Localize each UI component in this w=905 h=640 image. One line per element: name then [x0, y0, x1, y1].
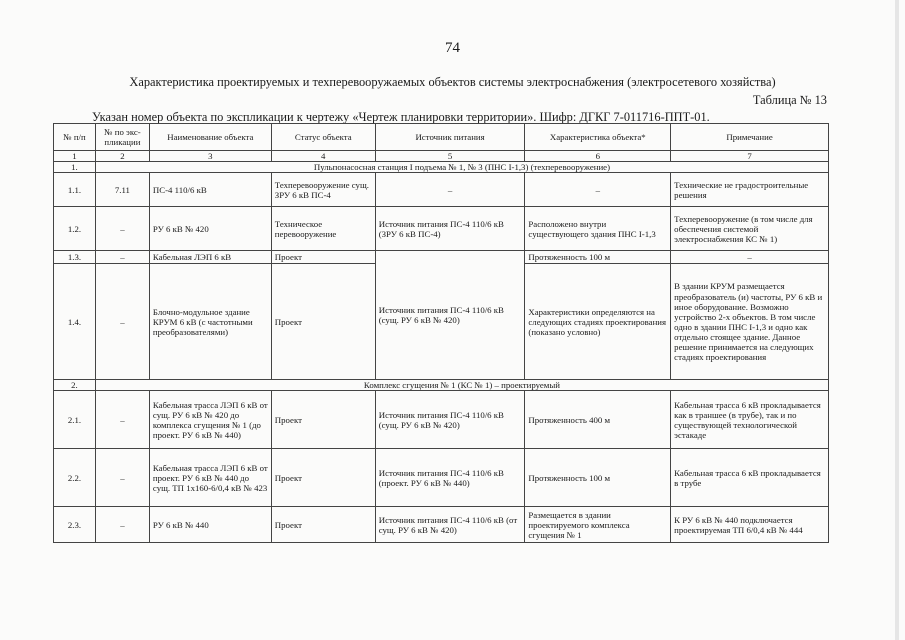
row-object-name: РУ 6 кВ № 420 — [149, 207, 271, 251]
page-edge-shadow — [895, 0, 899, 640]
col-number: 4 — [271, 151, 375, 162]
section-row — [54, 162, 829, 173]
row-number: 2.3. — [54, 507, 96, 543]
row-status: Проект — [271, 449, 375, 507]
row-source-shared: Источник питания ПС-4 110/6 кВ (сущ. РУ 6 кВ № 420) — [375, 251, 525, 380]
row-explication: – — [95, 264, 149, 380]
row-explication: – — [95, 391, 149, 449]
col-number: 6 — [525, 151, 671, 162]
col-header-characteristics: Характеристика объекта* — [525, 124, 671, 151]
row-note: К РУ 6 кВ № 440 подключается проектируемая ТП 6/0,4 кВ № 444 — [671, 507, 829, 543]
row-note: Кабельная трасса 6 кВ прокладывается в трубе — [671, 449, 829, 507]
explication-note: Указан номер объекта по экспликации к чертежу «Чертеж планировки территории». Шифр: ДГКГ 7-011716-ППТ-01. — [92, 110, 710, 124]
row-status: Проект — [271, 507, 375, 543]
section-title: Пульпонасосная станция I подъема № 1, № 3 (ПНС I-1,3) (техперевооружение) — [95, 162, 828, 173]
row-number: 1.4. — [54, 264, 96, 380]
col-header-index: № п/п — [54, 124, 96, 151]
column-number-row — [54, 151, 829, 162]
table-number: Таблица № 13 — [752, 93, 827, 107]
row-number: 2.2. — [54, 449, 96, 507]
col-number: 7 — [671, 151, 829, 162]
section-row — [54, 380, 829, 391]
row-characteristics: Расположено внутри существующего здания ПНС I-1,3 — [525, 207, 671, 251]
row-note: – — [671, 251, 829, 264]
row-number: 1.1. — [54, 173, 96, 207]
section-title: Комплекс сгущения № 1 (КС № 1) – проектируемый — [95, 380, 828, 391]
row-status: Техперевооружение сущ. ЗРУ 6 кВ ПС-4 — [271, 173, 375, 207]
row-characteristics: Размещается в здании проектируемого комплекса сгущения № 1 — [525, 507, 671, 543]
row-characteristics: – — [525, 173, 671, 207]
row-source: Источник питания ПС-4 110/6 кВ (проект. РУ 6 кВ № 440) — [375, 449, 525, 507]
col-number: 1 — [54, 151, 96, 162]
row-explication: 7.11 — [95, 173, 149, 207]
col-number: 3 — [149, 151, 271, 162]
table-row — [54, 449, 829, 507]
row-characteristics: Протяженность 100 м — [525, 449, 671, 507]
row-object-name: ПС-4 110/6 кВ — [149, 173, 271, 207]
col-number: 2 — [95, 151, 149, 162]
col-header-status: Статус объекта — [271, 124, 375, 151]
row-note: В здании КРУМ размещается преобразователь (и) частоты, РУ 6 кВ и иное оборудование. Возможно устройство 2-х объектов. В том числе одно в здании ПНС I-1,3 и одно как отдельно стоящее здание. Данное решение принимается на следующих стадиях проектирования — [671, 264, 829, 380]
table-row — [54, 507, 829, 543]
section-number: 1. — [54, 162, 96, 173]
page-number: 74 — [445, 40, 460, 56]
col-header-explication: № по экс-пликации — [95, 124, 149, 151]
row-status: Техническое перевооружение — [271, 207, 375, 251]
col-header-source: Источник питания — [375, 124, 525, 151]
row-explication: – — [95, 207, 149, 251]
row-source: – — [375, 173, 525, 207]
section-number: 2. — [54, 380, 96, 391]
col-header-name: Наименование объекта — [149, 124, 271, 151]
row-status: Проект — [271, 251, 375, 264]
row-object-name: РУ 6 кВ № 440 — [149, 507, 271, 543]
row-explication: – — [95, 507, 149, 543]
row-object-name: Кабельная трасса ЛЭП 6 кВ от сущ. РУ 6 кВ № 420 до комплекса сгущения № 1 (до проект. РУ 6 кВ № 440) — [149, 391, 271, 449]
row-object-name: Кабельная ЛЭП 6 кВ — [149, 251, 271, 264]
row-note: Техперевооружение (в том числе для обеспечения системой электроснабжения КС № 1) — [671, 207, 829, 251]
table-row — [54, 173, 829, 207]
row-status: Проект — [271, 264, 375, 380]
row-source: Источник питания ПС-4 110/6 кВ (от сущ. РУ 6 кВ № 420) — [375, 507, 525, 543]
table-header-row — [54, 124, 829, 151]
row-number: 1.2. — [54, 207, 96, 251]
row-note: Кабельная трасса 6 кВ прокладывается как в траншее (в трубе), так и по существующей технологической эстакаде — [671, 391, 829, 449]
document-heading: Характеристика проектируемых и техперевооружаемых объектов системы электроснабжения (электросетевого хозяйства) — [129, 75, 776, 89]
row-number: 2.1. — [54, 391, 96, 449]
row-object-name: Кабельная трасса ЛЭП 6 кВ от проект. РУ 6 кВ № 440 до сущ. ТП 1х160-6/0,4 кВ № 423 — [149, 449, 271, 507]
row-explication: – — [95, 251, 149, 264]
col-number: 5 — [375, 151, 525, 162]
table-row — [54, 391, 829, 449]
row-status: Проект — [271, 391, 375, 449]
row-note: Технические не градостроительные решения — [671, 173, 829, 207]
row-object-name: Блочно-модульное здание КРУМ 6 кВ (с частотными преобразователями) — [149, 264, 271, 380]
row-explication: – — [95, 449, 149, 507]
row-number: 1.3. — [54, 251, 96, 264]
row-characteristics: Характеристики определяются на следующих стадиях проектирования (показано условно) — [525, 264, 671, 380]
row-source: Источник питания ПС-4 110/6 кВ (ЗРУ 6 кВ ПС-4) — [375, 207, 525, 251]
power-objects-table — [53, 123, 829, 543]
row-source: Источник питания ПС-4 110/6 кВ (сущ. РУ 6 кВ № 420) — [375, 391, 525, 449]
col-header-note: Примечание — [671, 124, 829, 151]
table-row — [54, 251, 829, 264]
row-characteristics: Протяженность 400 м — [525, 391, 671, 449]
table-row — [54, 207, 829, 251]
row-characteristics: Протяженность 100 м — [525, 251, 671, 264]
